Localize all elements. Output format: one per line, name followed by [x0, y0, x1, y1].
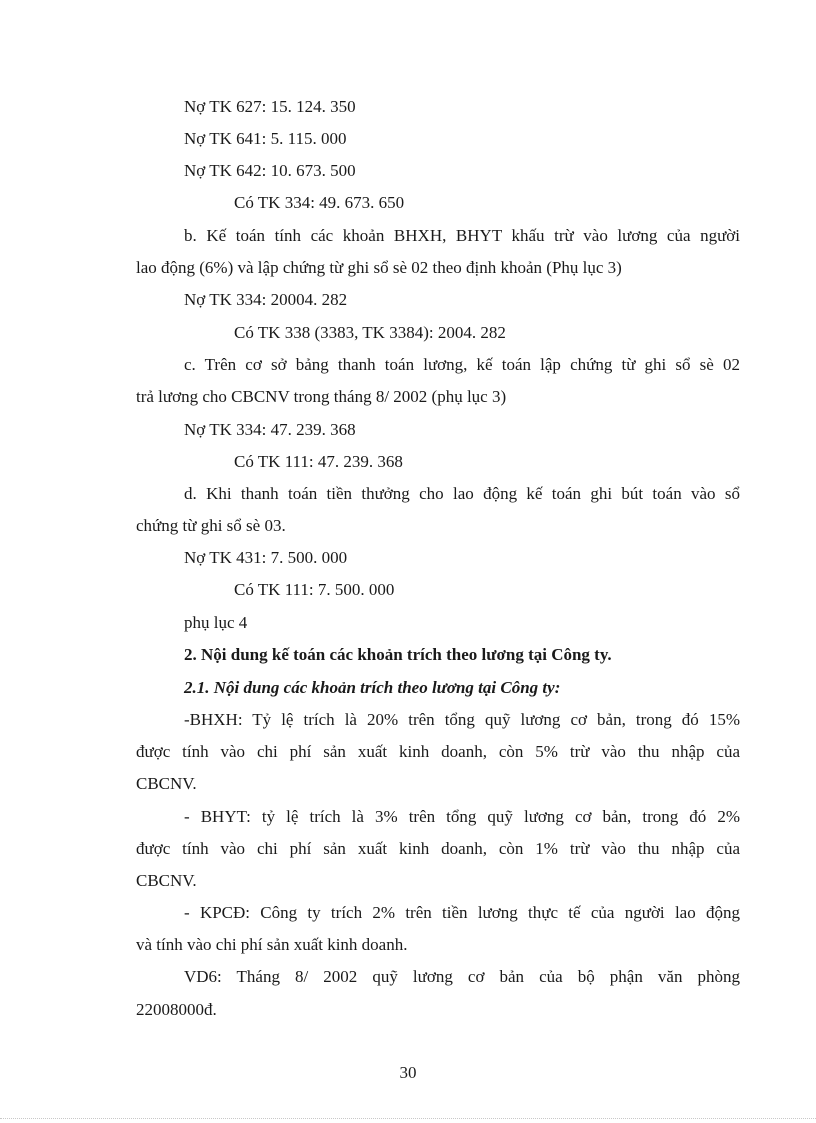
- para-c-line1: c. Trên cơ sở bảng thanh toán lương, kế toán lập chứng từ ghi sổ sè 02: [184, 355, 740, 374]
- entry-debit-334-b: Nợ TK 334: 47. 239. 368: [184, 420, 356, 439]
- para-b-line1: b. Kế toán tính các khoản BHXH, BHYT khấu trừ vào lương của người: [184, 226, 740, 245]
- bhyt-line3: CBCNV.: [136, 871, 197, 890]
- vd6-line2: 22008000đ.: [136, 1000, 217, 1019]
- para-b-line2: lao động (6%) và lập chứng từ ghi sổ sè 02 theo định khoản (Phụ lục 3): [136, 258, 622, 277]
- entry-debit-641: Nợ TK 641: 5. 115. 000: [184, 129, 347, 148]
- bhxh-line1: -BHXH: Tỷ lệ trích là 20% trên tổng quỹ lương cơ bản, trong đó 15%: [184, 710, 740, 729]
- entry-credit-111-a: Có TK 111: 47. 239. 368: [234, 452, 403, 471]
- subsection-heading: 2.1. Nội dung các khoản trích theo lương tại Công ty:: [184, 678, 561, 697]
- kpcd-line1: - KPCĐ: Công ty trích 2% trên tiền lương thực tế của người lao động: [184, 903, 740, 922]
- kpcd-line2: và tính vào chi phí sản xuất kinh doanh.: [136, 935, 408, 954]
- bhxh-line2: được tính vào chi phí sản xuất kinh doanh, còn 5% trừ vào thu nhập của: [136, 742, 740, 761]
- entry-credit-338: Có TK 338 (3383, TK 3384): 2004. 282: [234, 323, 506, 342]
- footer-rule: [0, 1118, 816, 1119]
- appendix-note: phụ lục 4: [184, 613, 248, 632]
- entry-credit-111-b: Có TK 111: 7. 500. 000: [234, 580, 395, 599]
- para-d-line1: d. Khi thanh toán tiền thưởng cho lao động kế toán ghi bút toán vào sổ: [184, 484, 740, 503]
- entry-debit-334-a: Nợ TK 334: 20004. 282: [184, 290, 348, 309]
- page-number: 30: [399, 1063, 417, 1082]
- entry-debit-642: Nợ TK 642: 10. 673. 500: [184, 161, 356, 180]
- bhxh-line3: CBCNV.: [136, 774, 197, 793]
- bhyt-line1: - BHYT: tỷ lệ trích là 3% trên tổng quỹ lương cơ bản, trong đó 2%: [184, 807, 740, 826]
- bhyt-line2: được tính vào chi phí sản xuất kinh doanh, còn 1% trừ vào thu nhập của: [136, 839, 740, 858]
- section-heading: 2. Nội dung kế toán các khoản trích theo lương tại Công ty.: [184, 645, 612, 664]
- entry-credit-334: Có TK 334: 49. 673. 650: [234, 193, 405, 212]
- entry-debit-627: Nợ TK 627: 15. 124. 350: [184, 97, 356, 116]
- para-c-line2: trả lương cho CBCNV trong tháng 8/ 2002 (phụ lục 3): [136, 387, 507, 406]
- vd6-line1: VD6: Tháng 8/ 2002 quỹ lương cơ bản của bộ phận văn phòng: [184, 967, 740, 986]
- para-d-line2: chứng từ ghi sổ sè 03.: [136, 516, 286, 535]
- entry-debit-431: Nợ TK 431: 7. 500. 000: [184, 548, 348, 567]
